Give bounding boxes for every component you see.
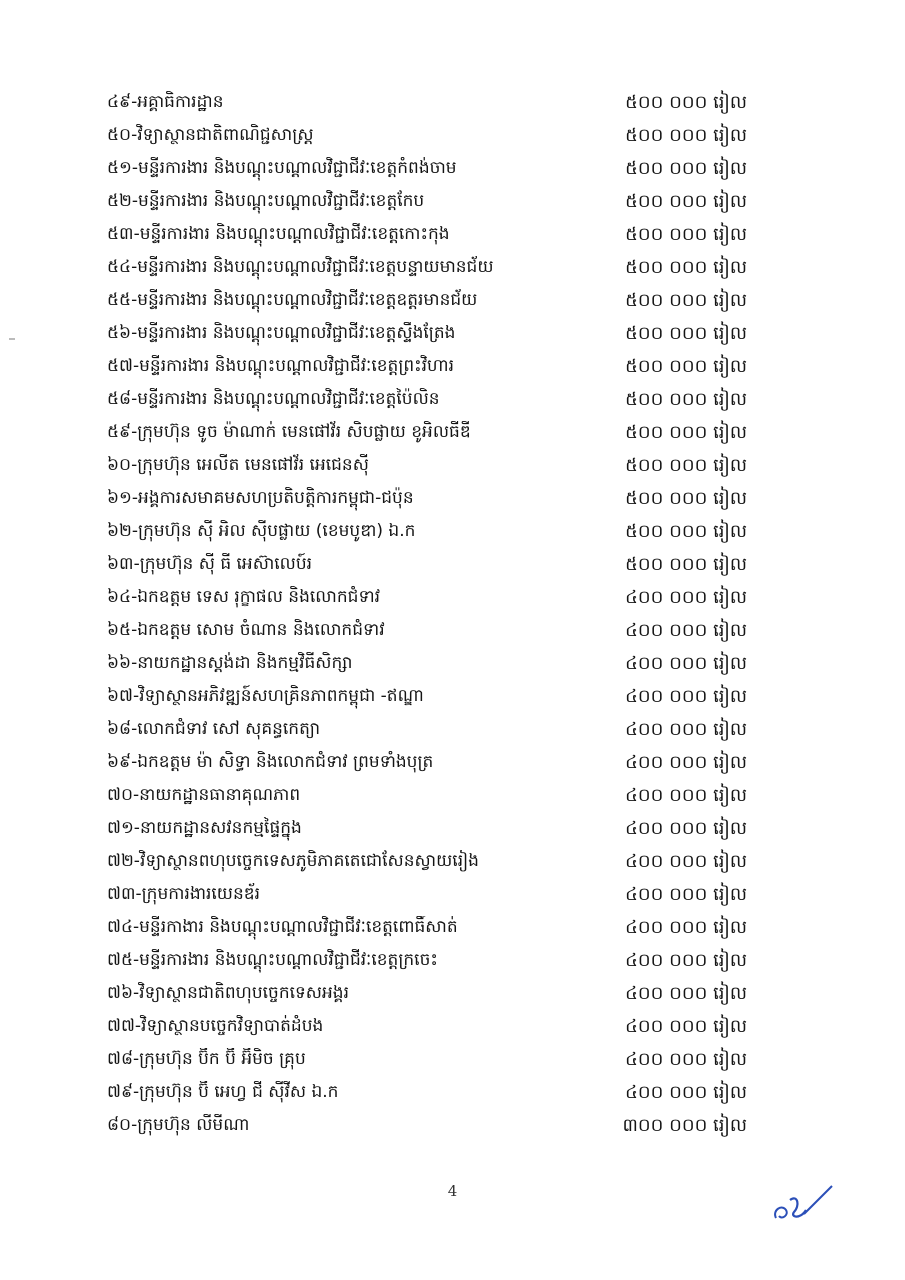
item-amount: ៤០០ ០០០ រៀល (625, 818, 747, 839)
item-amount: ៤០០ ០០០ រៀល (625, 653, 747, 674)
list-item (107, 1044, 747, 1077)
item-amount: ៤០០ ០០០ រៀល (625, 587, 747, 608)
item-amount: ៥០០ ០០០ រៀល (625, 257, 747, 278)
item-name: ៧៧-វិទ្យាស្ថានបច្ចេកវិទ្យាបាត់ដំបង (107, 1016, 324, 1036)
item-amount: ៥០០ ០០០ រៀល (625, 356, 747, 377)
list-item (107, 912, 747, 945)
list-item (107, 648, 747, 681)
item-name: ៧៣-ក្រុមការងារយេនឌ័រ (107, 884, 260, 904)
item-amount: ៤០០ ០០០ រៀល (625, 752, 747, 773)
list-item (107, 978, 747, 1011)
item-amount: ៥០០ ០០០ រៀល (625, 92, 747, 113)
item-name: ៥២-មន្ទីរការងារ និងបណ្តុះបណ្តាលវិជ្ជាជីវៈខេត្តកែប (107, 191, 425, 211)
list-item (107, 417, 747, 450)
item-amount: ៥០០ ០០០ រៀល (625, 224, 747, 245)
item-name: ៧២-វិទ្យាស្ថានពហុបច្ចេកទេសភូមិភាគតេជោសែនស្វាយរៀង (107, 851, 479, 871)
item-name: ៥៥-មន្ទីរការងារ និងបណ្តុះបណ្តាលវិជ្ជាជីវៈខេត្តឧត្តរមានជ័យ (107, 290, 478, 310)
list-item (107, 516, 747, 549)
list-item (107, 483, 747, 516)
item-amount: ៥០០ ០០០ រៀល (625, 488, 747, 509)
list-item (107, 1011, 747, 1044)
item-name: ៤៩-អគ្គាធិការដ្ឋាន (107, 92, 224, 112)
handwritten-initials-mark (770, 1180, 840, 1230)
item-name: ៦២-ក្រុមហ៊ុន ស៊ី អិល ស៊ីបផ្លាយ (ខេមបូឌា) ឯ.ក (107, 521, 416, 541)
list-item (107, 780, 747, 813)
list-item (107, 186, 747, 219)
item-name: ៥៨-មន្ទីរការងារ និងបណ្តុះបណ្តាលវិជ្ជាជីវៈខេត្តប៉ៃលិន (107, 389, 440, 409)
item-amount: ៤០០ ០០០ រៀល (625, 719, 747, 740)
list-item (107, 945, 747, 978)
item-amount: ៥០០ ០០០ រៀល (625, 389, 747, 410)
list-item (107, 351, 747, 384)
list-item (107, 582, 747, 615)
list-item (107, 318, 747, 351)
item-name: ៥៦-មន្ទីរការងារ និងបណ្តុះបណ្តាលវិជ្ជាជីវៈខេត្តស្ទឹងត្រែង (107, 323, 456, 343)
item-amount: ៤០០ ០០០ រៀល (625, 620, 747, 641)
item-name: ៧៦-វិទ្យាស្ថានជាតិពហុបច្ចេកទេសអង្គរ (107, 983, 349, 1003)
item-amount: ៥០០ ០០០ រៀល (625, 191, 747, 212)
list-item (107, 681, 747, 714)
item-name: ៦១-អង្គការសមាគមសហប្រតិបត្តិការកម្ពុជា-ជប៉ុន (107, 488, 414, 508)
item-name: ៥៧-មន្ទីរការងារ និងបណ្តុះបណ្តាលវិជ្ជាជីវៈខេត្តព្រះវិហារ (107, 356, 455, 376)
list-item (107, 813, 747, 846)
list-item (107, 714, 747, 747)
list-item (107, 153, 747, 186)
item-name: ៦០-ក្រុមហ៊ុន អេលីត មេនផៅវ័រ អេជេនស៊ី (107, 455, 369, 475)
item-amount: ៤០០ ០០០ រៀល (625, 686, 747, 707)
list-item (107, 219, 747, 252)
list-item (107, 747, 747, 780)
list-item (107, 1077, 747, 1110)
item-name: ៦៥-ឯកឧត្តម សោម ចំណាន និងលោកជំទាវ (107, 620, 385, 640)
list-item (107, 252, 747, 285)
item-name: ៧១-នាយកដ្ឋានសវនកម្មផ្ទៃក្នុង (107, 818, 302, 838)
item-name: ៧៨-ក្រុមហ៊ុន ប៊ីក ប៊ី អ៊ីមិច គ្រុប (107, 1049, 306, 1069)
item-amount: ៤០០ ០០០ រៀល (625, 950, 747, 971)
list-item (107, 615, 747, 648)
item-name: ៦៩-ឯកឧត្តម ម៉ា សិទ្ធា និងលោកជំទាវ ព្រមទាំងបុត្រ (107, 752, 434, 772)
item-amount: ៥០០ ០០០ រៀល (625, 323, 747, 344)
item-amount: ៤០០ ០០០ រៀល (625, 983, 747, 1004)
item-amount: ៥០០ ០០០ រៀល (625, 422, 747, 443)
item-name: ៥០-វិទ្យាស្ថានជាតិពាណិជ្ជសាស្ត្រ (107, 125, 314, 145)
donor-list (107, 87, 747, 1143)
item-amount: ៤០០ ០០០ រៀល (625, 1049, 747, 1070)
list-item (107, 846, 747, 879)
item-name: ៦៦-នាយកដ្ឋានស្តង់ដា និងកម្មវិធីសិក្សា (107, 653, 353, 673)
item-amount: ៤០០ ០០០ រៀល (625, 1082, 747, 1103)
item-name: ៥៣-មន្ទីរការងារ និងបណ្តុះបណ្តាលវិជ្ជាជីវៈខេត្តកោះកុង (107, 224, 450, 244)
item-name: ៧៥-មន្ទីរការងារ និងបណ្តុះបណ្តាលវិជ្ជាជីវៈខេត្តក្រចេះ (107, 950, 438, 970)
item-amount: ៥០០ ០០០ រៀល (625, 554, 747, 575)
list-item (107, 549, 747, 582)
list-item (107, 87, 747, 120)
item-amount: ៣០០ ០០០ រៀល (622, 1115, 747, 1136)
item-amount: ៤០០ ០០០ រៀល (625, 917, 747, 938)
list-item (107, 450, 747, 483)
list-item (107, 285, 747, 318)
item-amount: ៥០០ ០០០ រៀល (625, 290, 747, 311)
item-name: ៧០-នាយកដ្ឋានធានាគុណភាព (107, 785, 301, 805)
item-name: ៨០-ក្រុមហ៊ុន លីមីណា (107, 1115, 250, 1135)
item-amount: ៥០០ ០០០ រៀល (625, 125, 747, 146)
item-name: ៧៩-ក្រុមហ៊ុន ប៊ី អេហ្វ ជី ស៊ីវីស ឯ.ក (107, 1082, 339, 1102)
list-item (107, 120, 747, 153)
item-name: ៧៤-មន្ទីរកាងារ និងបណ្តុះបណ្តាលវិជ្ជាជីវៈខេត្តពោធិ៍សាត់ (107, 917, 458, 937)
item-name: ៦៣-ក្រុមហ៊ុន ស៊ី ធី អេស៊ាលេប៍រ (107, 554, 313, 574)
item-name: ៦៧-វិទ្យាស្ថានអភិវឌ្ឍន៍សហគ្រិនភាពកម្ពុជា -ឥណ្ឌា (107, 686, 424, 706)
item-name: ៥៤-មន្ទីរការងារ និងបណ្តុះបណ្តាលវិជ្ជាជីវៈខេត្តបន្ទាយមានជ័យ (107, 257, 494, 277)
item-amount: ៤០០ ០០០ រៀល (625, 851, 747, 872)
item-name: ៦៤-ឯកឧត្តម ទេស រុក្ខាផល និងលោកជំទាវ (107, 587, 381, 607)
item-amount: ៥០០ ០០០ រៀល (625, 455, 747, 476)
list-item (107, 384, 747, 417)
item-name: ៦៨-លោកជំទាវ សៅ សុគន្ធកេត្យា (107, 719, 321, 739)
item-name: ៥១-មន្ទីរការងារ និងបណ្តុះបណ្តាលវិជ្ជាជីវៈខេត្តកំពង់ចាម (107, 158, 457, 178)
scan-speck (9, 338, 15, 340)
item-amount: ៥០០ ០០០ រៀល (625, 521, 747, 542)
item-name: ៥៩-ក្រុមហ៊ុន ទូច ម៉ាណាក់ មេនផៅវ័រ សិបផ្លាយ ខូអិលធីឌី (107, 422, 471, 442)
item-amount: ៤០០ ០០០ រៀល (625, 884, 747, 905)
list-item (107, 879, 747, 912)
item-amount: ៤០០ ០០០ រៀល (625, 785, 747, 806)
page-number: 4 (447, 1182, 458, 1200)
item-amount: ៤០០ ០០០ រៀល (625, 1016, 747, 1037)
item-amount: ៥០០ ០០០ រៀល (625, 158, 747, 179)
list-item (107, 1110, 747, 1143)
